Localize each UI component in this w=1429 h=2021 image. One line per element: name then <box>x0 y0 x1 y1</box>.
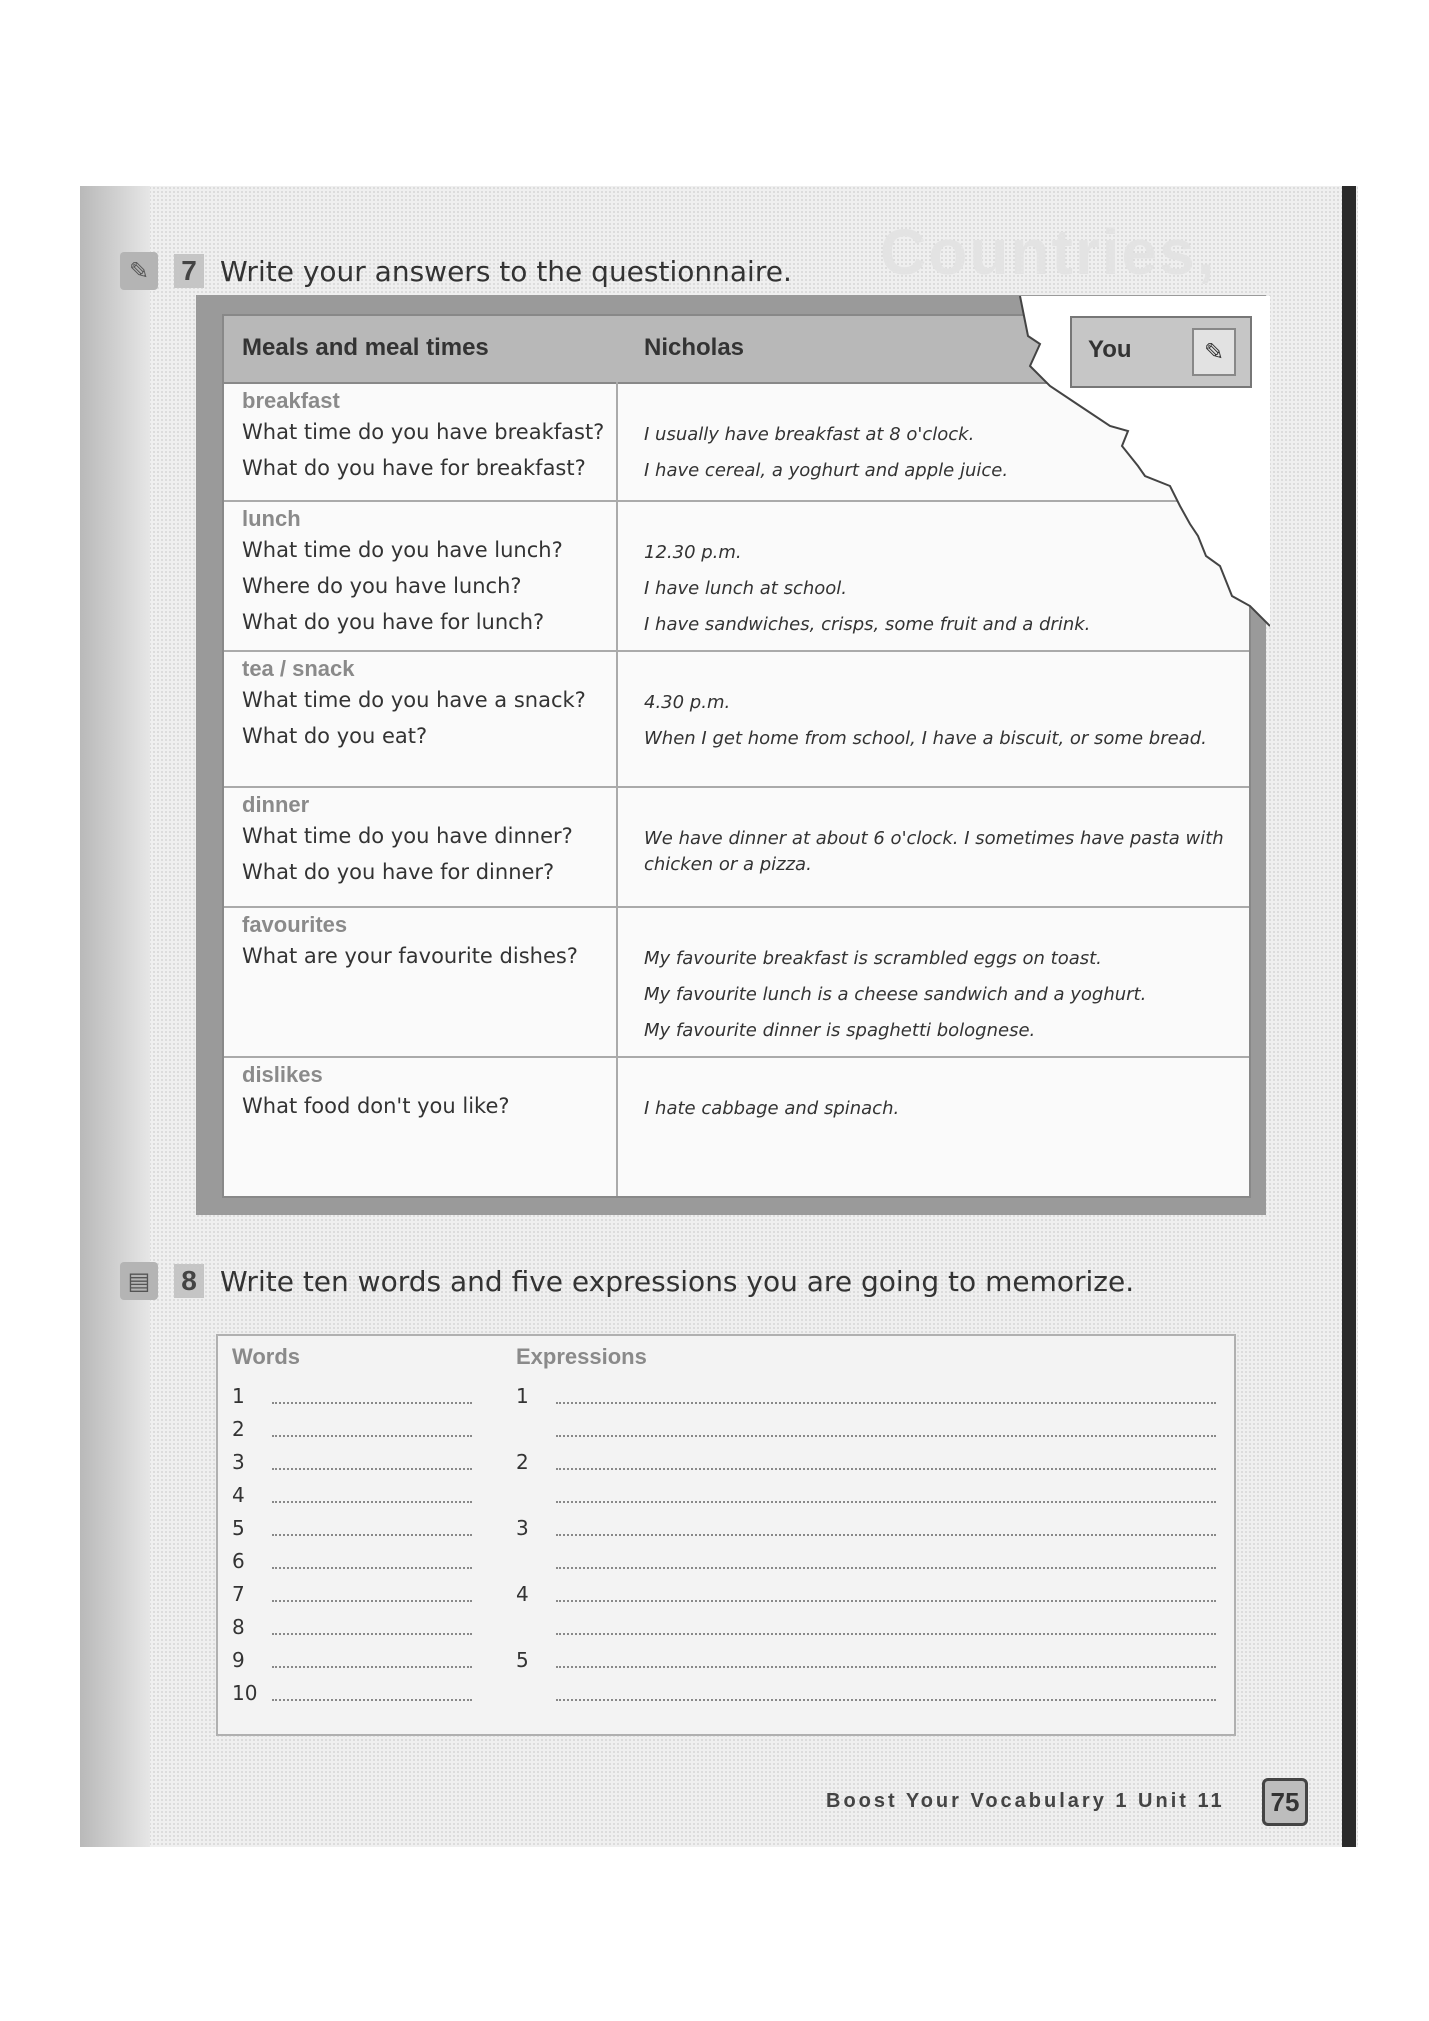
section-title: dislikes <box>242 1062 323 1087</box>
word-blank[interactable] <box>272 1534 472 1536</box>
answer-text: When I get home from school, I have a biscuit, or some bread. <box>644 728 1207 749</box>
word-line[interactable] <box>232 1483 245 1507</box>
question-text: What do you eat? <box>242 724 428 748</box>
exercise-number: 8 <box>174 1264 204 1298</box>
word-number: 2 <box>232 1417 245 1441</box>
book-title-footer: Boost Your Vocabulary 1 Unit 11 <box>826 1790 1225 1812</box>
column-header-meals: Meals and meal times <box>242 334 489 361</box>
answer-text: We have dinner at about 6 o'clock. I sometimes have pasta with chicken or a pizza. <box>644 828 1224 875</box>
page-spine-shadow <box>80 186 150 1847</box>
exercise-instruction: Write ten words and five expressions you are going to memorize. <box>220 1264 1135 1298</box>
question-text: What do you have for breakfast? <box>242 456 586 480</box>
expression-line[interactable] <box>516 1384 529 1408</box>
expression-blank[interactable] <box>556 1501 1216 1503</box>
expression-blank[interactable] <box>556 1468 1216 1470</box>
question-text: What time do you have a snack? <box>242 688 586 712</box>
column-header-nicholas: Nicholas <box>644 334 745 361</box>
answer-text: I have lunch at school. <box>644 578 848 599</box>
word-line[interactable] <box>232 1681 257 1705</box>
table-section-dislikes <box>224 1056 1249 1196</box>
question-text: What do you have for dinner? <box>242 860 555 884</box>
expression-blank[interactable] <box>556 1402 1216 1404</box>
exercise-number: 7 <box>174 254 204 288</box>
word-blank[interactable] <box>272 1633 472 1635</box>
expression-line[interactable] <box>516 1648 529 1672</box>
section-title: breakfast <box>242 388 340 413</box>
words-header: Words <box>232 1344 301 1369</box>
section-title: tea / snack <box>242 656 355 681</box>
expression-number: 1 <box>516 1384 529 1408</box>
word-line[interactable] <box>232 1582 245 1606</box>
expression-number: 2 <box>516 1450 529 1474</box>
expression-blank[interactable] <box>556 1600 1216 1602</box>
expression-blank[interactable] <box>556 1699 1216 1701</box>
expression-line[interactable] <box>516 1450 529 1474</box>
word-blank[interactable] <box>272 1600 472 1602</box>
expression-line[interactable] <box>516 1516 529 1540</box>
word-line[interactable] <box>232 1516 245 1540</box>
exercise-instruction: Write your answers to the questionnaire. <box>220 254 792 288</box>
answer-text: 12.30 p.m. <box>644 542 742 563</box>
word-number: 7 <box>232 1582 245 1606</box>
section-title: dinner <box>242 792 310 817</box>
you-column-header <box>1070 316 1252 388</box>
question-text: What time do you have dinner? <box>242 824 573 848</box>
section-title: favourites <box>242 912 348 937</box>
page-edge <box>1342 186 1356 1847</box>
word-number: 9 <box>232 1648 245 1672</box>
answer-text: My favourite dinner is spaghetti bolognese. <box>644 1020 1036 1041</box>
word-number: 3 <box>232 1450 245 1474</box>
answer-text: I hate cabbage and spinach. <box>644 1098 900 1119</box>
expression-number: 4 <box>516 1582 529 1606</box>
watermark-text: Countries, <box>880 216 1217 288</box>
table-section-favourites <box>224 906 1249 1058</box>
expression-blank[interactable] <box>556 1534 1216 1536</box>
table-section-dinner <box>224 786 1249 908</box>
answer-text: My favourite breakfast is scrambled eggs on toast. <box>644 948 1102 969</box>
word-blank[interactable] <box>272 1402 472 1404</box>
word-number: 5 <box>232 1516 245 1540</box>
question-text: What are your favourite dishes? <box>242 944 578 968</box>
exercise-8-heading <box>120 1262 1134 1300</box>
word-blank[interactable] <box>272 1567 472 1569</box>
pencil-icon: ✎ <box>1192 328 1236 376</box>
question-text: Where do you have lunch? <box>242 574 522 598</box>
memorize-box <box>216 1334 1236 1736</box>
word-number: 10 <box>232 1681 258 1705</box>
answer-text: I usually have breakfast at 8 o'clock. <box>644 424 975 445</box>
expression-line[interactable] <box>516 1582 529 1606</box>
word-number: 1 <box>232 1384 245 1408</box>
you-label: You <box>1088 336 1132 363</box>
word-blank[interactable] <box>272 1435 472 1437</box>
expression-blank[interactable] <box>556 1633 1216 1635</box>
answer-text: I have sandwiches, crisps, some fruit and a drink. <box>644 614 1091 635</box>
notebook-icon: ▤ <box>120 1262 158 1300</box>
word-line[interactable] <box>232 1450 245 1474</box>
word-line[interactable] <box>232 1615 245 1639</box>
word-blank[interactable] <box>272 1666 472 1668</box>
question-text: What time do you have breakfast? <box>242 420 605 444</box>
answer-text: My favourite lunch is a cheese sandwich and a yoghurt. <box>644 984 1147 1005</box>
word-blank[interactable] <box>272 1501 472 1503</box>
exercise-7-heading <box>120 252 792 290</box>
expression-number: 3 <box>516 1516 529 1540</box>
question-text: What time do you have lunch? <box>242 538 563 562</box>
word-line[interactable] <box>232 1384 245 1408</box>
section-title: lunch <box>242 506 301 531</box>
word-number: 6 <box>232 1549 245 1573</box>
question-text: What food don't you like? <box>242 1094 510 1118</box>
word-number: 8 <box>232 1615 245 1639</box>
word-number: 4 <box>232 1483 245 1507</box>
answer-text: 4.30 p.m. <box>644 692 731 713</box>
word-line[interactable] <box>232 1648 245 1672</box>
expression-blank[interactable] <box>556 1567 1216 1569</box>
page-number: 75 <box>1262 1778 1308 1826</box>
question-text: What do you have for lunch? <box>242 610 545 634</box>
word-line[interactable] <box>232 1417 245 1441</box>
word-blank[interactable] <box>272 1699 472 1701</box>
expression-number: 5 <box>516 1648 529 1672</box>
expression-blank[interactable] <box>556 1435 1216 1437</box>
word-blank[interactable] <box>272 1468 472 1470</box>
answer-text: I have cereal, a yoghurt and apple juice. <box>644 460 1009 481</box>
pencil-icon: ✎ <box>120 252 158 290</box>
expression-blank[interactable] <box>556 1666 1216 1668</box>
expressions-header: Expressions <box>516 1344 647 1369</box>
word-line[interactable] <box>232 1549 245 1573</box>
